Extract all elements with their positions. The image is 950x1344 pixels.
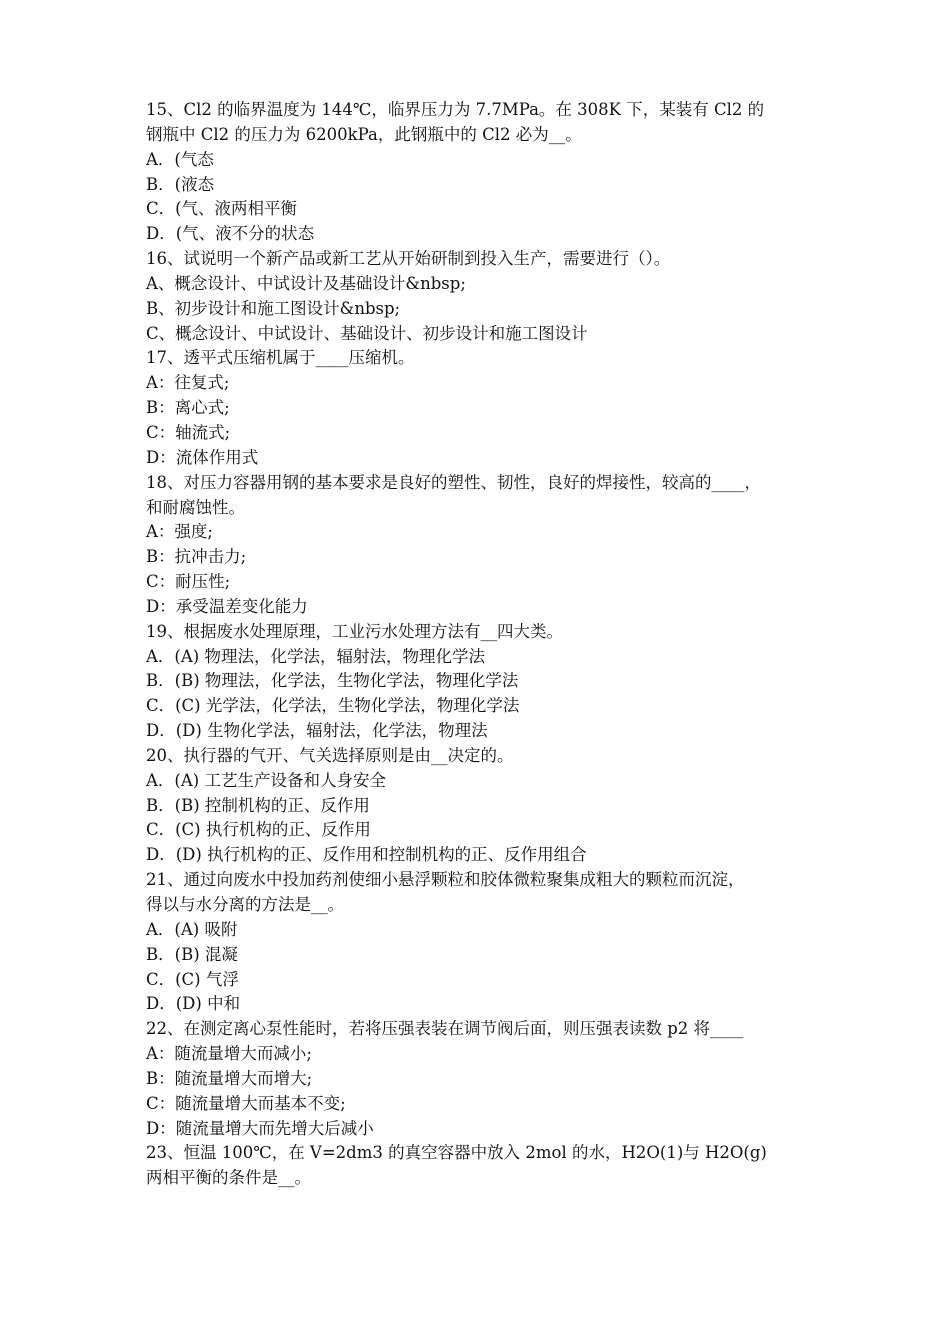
answer-option: B．(B) 物理法，化学法，生物化学法，物理化学法 — [146, 671, 519, 691]
answer-option: B：随流量增大而增大; — [146, 1068, 313, 1088]
answer-option: D．(D) 中和 — [146, 994, 241, 1014]
question-block — [146, 346, 816, 470]
answer-option: B：离心式; — [146, 398, 230, 418]
answer-option: B．(B) 混凝 — [146, 944, 238, 964]
answer-option: C、概念设计、中试设计、基础设计、初步设计和施工图设计 — [146, 323, 588, 343]
question-text: 18、对压力容器用钢的基本要求是良好的塑性、韧性，良好的焊接性，较高的____， — [146, 472, 761, 492]
answer-option: D：流体作用式 — [146, 447, 259, 467]
question-block — [146, 620, 816, 744]
question-text: 23、恒温 100℃，在 V=2dm3 的真空容器中放入 2mol 的水，H2O(1)与 H2O(g) — [146, 1143, 767, 1163]
answer-option: A：往复式; — [146, 373, 230, 393]
question-text: 和耐腐蚀性。 — [146, 497, 245, 517]
answer-option: B、初步设计和施工图设计&nbsp; — [146, 298, 401, 318]
answer-option: A、概念设计、中试设计及基础设计&nbsp; — [146, 273, 466, 293]
answer-option: C：随流量增大而基本不变; — [146, 1093, 346, 1113]
answer-option: D．(气、液不分的状态 — [146, 224, 315, 244]
question-block — [146, 98, 816, 247]
question-text: 21、通过向废水中投加药剂使细小悬浮颗粒和胶体微粒聚集成粗大的颗粒而沉淀， — [146, 870, 745, 890]
answer-option: D：承受温差变化能力 — [146, 596, 308, 616]
question-block — [146, 1017, 816, 1141]
answer-option: C．(C) 气浮 — [146, 969, 239, 989]
question-block — [146, 744, 816, 868]
document-page — [146, 98, 816, 1191]
answer-option: D．(D) 执行机构的正、反作用和控制机构的正、反作用组合 — [146, 845, 587, 865]
answer-option: A．(A) 吸附 — [146, 919, 238, 939]
question-text: 钢瓶中 Cl2 的压力为 6200kPa，此钢瓶中的 Cl2 必为__。 — [146, 124, 582, 144]
answer-option: A．(气态 — [146, 149, 214, 169]
question-list — [146, 98, 816, 1191]
answer-option: C．(C) 执行机构的正、反作用 — [146, 820, 371, 840]
question-text: 16、试说明一个新产品或新工艺从开始研制到投入生产，需要进行（）。 — [146, 249, 671, 269]
question-text: 22、在测定离心泵性能时，若将压强表装在调节阀后面，则压强表读数 p2 将____ — [146, 1019, 744, 1039]
question-block — [146, 247, 816, 346]
answer-option: C．(C) 光学法，化学法，生物化学法，物理化学法 — [146, 696, 520, 716]
question-text: 19、根据废水处理原理，工业污水处理方法有__四大类。 — [146, 621, 563, 641]
answer-option: D．(D) 生物化学法，辐射法，化学法，物理法 — [146, 721, 488, 741]
question-text: 17、透平式压缩机属于____压缩机。 — [146, 348, 415, 368]
answer-option: A．(A) 工艺生产设备和人身安全 — [146, 770, 386, 790]
answer-option: C：轴流式; — [146, 422, 231, 442]
answer-option: B．(B) 控制机构的正、反作用 — [146, 795, 370, 815]
question-block — [146, 1141, 816, 1191]
answer-option: B：抗冲击力; — [146, 547, 247, 567]
answer-option: C：耐压性; — [146, 572, 231, 592]
answer-option: B．(液态 — [146, 174, 215, 194]
question-block — [146, 868, 816, 1017]
question-text: 两相平衡的条件是__。 — [146, 1168, 311, 1188]
question-block — [146, 471, 816, 620]
answer-option: A：强度; — [146, 522, 213, 542]
question-text: 得以与水分离的方法是__。 — [146, 895, 344, 914]
answer-option: C．(气、液两相平衡 — [146, 199, 298, 219]
question-text: 15、Cl2 的临界温度为 144℃，临界压力为 7.7MPa。在 308K 下，某装有 Cl2 的 — [146, 100, 765, 119]
answer-option: A：随流量增大而减小; — [146, 1044, 312, 1064]
answer-option: D：随流量增大而先增大后减小 — [146, 1118, 374, 1138]
question-text: 20、执行器的气开、气关选择原则是由__决定的。 — [146, 745, 514, 765]
answer-option: A．(A) 物理法，化学法，辐射法，物理化学法 — [146, 646, 485, 666]
